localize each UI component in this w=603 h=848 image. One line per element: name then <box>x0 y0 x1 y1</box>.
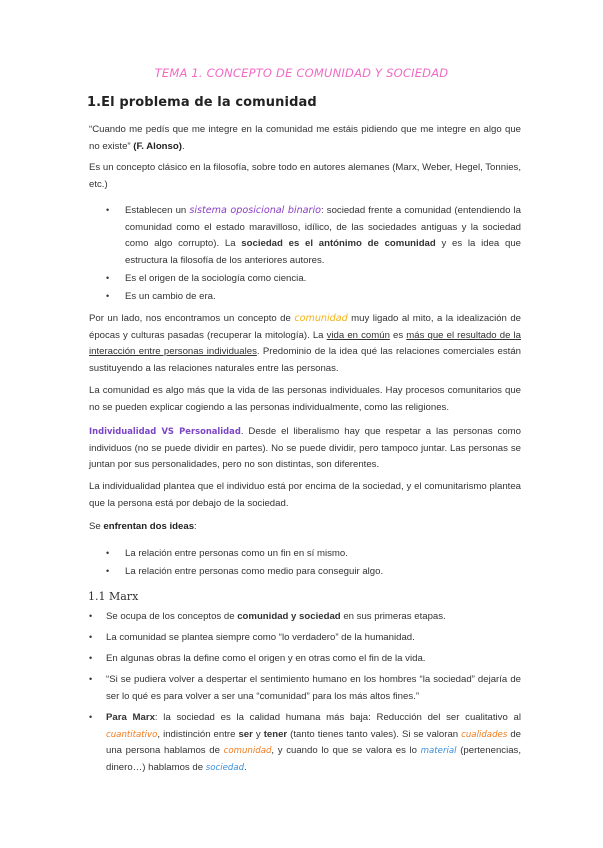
paragraph-community: Por un lado, nos encontramos un concepto de comunidad muy ligado al mito, a la idealización de épocas y culturas pasadas (recuperar la mitología). La vida en común es más que el resultado de la interacción entre personas individuales. Predominio de la idea qué las relaciones comerciales están sustituyendo a las relaciones naturales entre las personas. <box>89 313 522 374</box>
list-item: Es el origen de la sociología como ciencia. <box>125 273 307 284</box>
paragraph-individuality: Individualidad VS Personalidad. Desde el liberalismo hay que respetar a las personas como individuos (no se puede dividir en partes). No se puede dividir, pero tampoco juntar. Las personas se juntan por sus personalidades, pero no son distintas, son diferentes. <box>89 426 521 470</box>
highlight-text: material <box>420 746 457 756</box>
bullet-icon: • <box>106 566 110 576</box>
highlight-text: cuantitativo <box>106 729 158 740</box>
list-item: “Si se pudiera volver a despertar el sentimiento humano en los hombres “la sociedad” dejaría de ser lo qué es para volver a ser una “comunidad” para los más altos fines.” <box>106 674 521 702</box>
highlight-text: sociedad <box>205 762 245 773</box>
bullet-icon: • <box>106 291 110 301</box>
bullet-icon: • <box>106 205 110 215</box>
bullet-icon: • <box>89 653 93 663</box>
section-heading: 1.El problema de la comunidad <box>87 95 317 110</box>
paragraph-ideas: Se enfrentan dos ideas: <box>89 521 197 532</box>
bullet-icon: • <box>106 548 110 558</box>
list-item: En algunas obras la define como el origen y en otras como el fin de la vida. <box>106 653 426 664</box>
highlight-text: comunidad <box>223 746 272 756</box>
bullet-icon: • <box>89 674 93 684</box>
highlight-text: comunidad <box>294 313 348 324</box>
bullet-icon: • <box>106 273 110 283</box>
quote-text: “Cuando me pedís que me integre en la comunidad me estáis pidiendo que me integre en algo que no existe” <box>89 124 521 152</box>
bullet-icon: • <box>89 712 93 722</box>
list-item: La relación entre personas como medio para conseguir algo. <box>125 566 384 577</box>
highlight-text: cualidades <box>461 729 508 740</box>
document-title: TEMA 1. CONCEPTO DE COMUNIDAD Y SOCIEDAD <box>154 66 449 80</box>
bullet-icon: • <box>89 632 93 642</box>
list-item: Para Marx: la sociedad es la calidad humana más baja: Reducción del ser cualitativo al cuantitativo, indistinción entre ser y tener (tanto tienes tanto vales). Si se valoran cualidades de una persona hablamos de comunidad, y cuando lo que se valora es lo material (pertenencias, dinero…) hablamos de sociedad. <box>106 712 522 773</box>
paragraph-individualism: La individualidad plantea que el individuo está por encima de la sociedad, y el comunitarismo plantea que la persona está por debajo de la sociedad. <box>89 481 521 509</box>
list-item: Es un cambio de era. <box>125 291 216 302</box>
bullet-icon: • <box>89 611 93 621</box>
quote-author: (F. Alonso) <box>133 140 182 152</box>
highlight-text: sistema oposicional binario <box>189 205 322 216</box>
highlight-text: Individualidad VS Personalidad <box>89 426 241 436</box>
list-item: La relación entre personas como un fin en sí mismo. <box>125 548 348 559</box>
paragraph-quote: “Cuando me pedís que me integre en la comunidad me estáis pidiendo que me integre en algo que no existe” (F. Alonso). <box>89 124 521 152</box>
list-item: Se ocupa de los conceptos de comunidad y sociedad en sus primeras etapas. <box>106 611 446 622</box>
subsection-heading: 1.1 Marx <box>88 590 139 603</box>
list-item: Establecen un sistema oposicional binario: sociedad frente a comunidad (entendiendo la comunidad como el estado maravilloso, idílico, de las sociedades antiguas y la sociedad como algo corrupto). La sociedad es el antónimo de comunidad y es la idea que estructura la filosofía de los anteriores autores. <box>125 205 521 266</box>
paragraph-processes: La comunidad es algo más que la vida de las personas individuales. Hay procesos comunitarios que no se pueden explicar cogiendo a las personas individualmente, como las religiones. <box>89 385 521 413</box>
paragraph-concept: Es un concepto clásico en la filosofía, sobre todo en autores alemanes (Marx, Weber, Hegel, Tonnies, etc.) <box>89 162 521 190</box>
list-item: La comunidad se plantea siempre como “lo verdadero” de la humanidad. <box>106 632 415 643</box>
